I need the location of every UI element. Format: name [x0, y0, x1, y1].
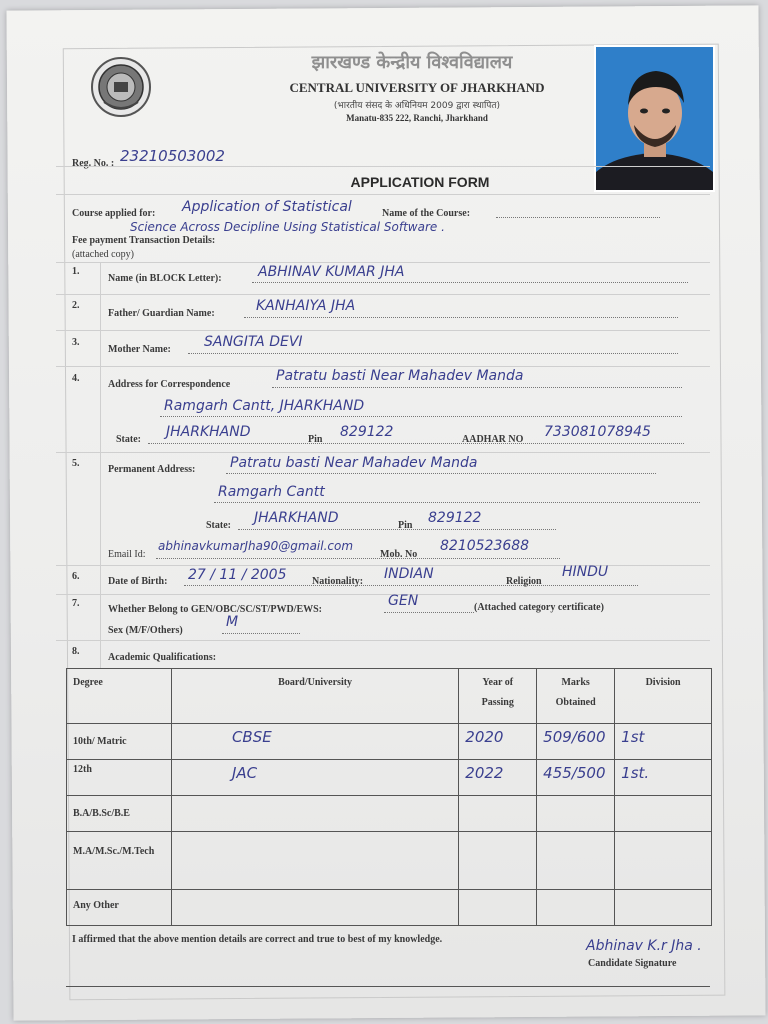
correspondence-address-line2: Ramgarh Cantt, JHARKHAND [164, 398, 365, 414]
year-cell [459, 832, 537, 890]
mobile-value: 8210523688 [440, 538, 530, 554]
marks-cell [537, 832, 615, 890]
marks-cell: 455/500 [537, 760, 615, 796]
fee-label: Fee payment Transaction Details: [72, 235, 216, 246]
underline [272, 387, 682, 388]
father-name-label: Father/ Guardian Name: [108, 308, 215, 319]
course-applied-value-line2: Science Across Decipline Using Statistical Software . [130, 220, 445, 234]
reg-no-value: 23210503002 [120, 147, 225, 165]
corr-pin-label: Pin [308, 434, 323, 445]
degree-cell: Any Other [67, 890, 172, 926]
mother-name-label: Mother Name: [108, 344, 171, 355]
category-note: (Attached category certificate) [474, 602, 604, 613]
table-header: Degree [67, 669, 172, 724]
course-applied-value-line1: Application of Statistical [182, 199, 352, 215]
rule [66, 986, 710, 987]
reg-no-label: Reg. No. : [72, 158, 115, 169]
underline [214, 502, 700, 503]
applicant-portrait-icon [596, 47, 713, 190]
rule [56, 366, 710, 367]
field-number: 3. [72, 337, 80, 348]
university-seal-icon [90, 56, 152, 118]
underline [160, 416, 682, 417]
father-name-value: KANHAIYA JHA [256, 298, 356, 314]
name-value: ABHINAV KUMAR JHA [258, 264, 405, 280]
year-cell [459, 890, 537, 926]
religion-value: HINDU [562, 564, 609, 580]
mother-name-underline [188, 353, 678, 354]
underline [148, 443, 684, 444]
university-name-hindi: झारखण्ड केन्द्रीय विश्वविद्यालय [311, 52, 513, 73]
rule [56, 294, 710, 295]
degree-cell: B.A/B.Sc/B.E [67, 796, 172, 832]
mother-name-value: SANGITA DEVI [204, 334, 303, 350]
email-value: abhinavkumarJha90@gmail.com [158, 539, 354, 553]
sex-label: Sex (M/F/Others) [108, 625, 183, 636]
board-cell: CBSE [171, 724, 458, 760]
table-header: Board/University [171, 669, 458, 724]
table-header-row [67, 669, 712, 724]
rule [56, 330, 710, 331]
marks-cell: 509/600 [537, 724, 615, 760]
year-cell: 2020 [459, 724, 537, 760]
permanent-address-line2: Ramgarh Cantt [218, 484, 325, 500]
name-label: Name (in BLOCK Letter): [108, 273, 222, 284]
form-title: APPLICATION FORM [350, 174, 490, 190]
field-number: 2. [72, 300, 80, 311]
aadhar-label: AADHAR NO [462, 434, 524, 445]
division-cell [615, 796, 712, 832]
corr-pin-value: 829122 [340, 424, 394, 440]
degree-cell: M.A/M.Sc./M.Tech [67, 832, 172, 890]
field-number: 7. [72, 598, 80, 609]
corr-state-value: JHARKHAND [166, 424, 251, 440]
nationality-label: Nationality: [312, 576, 364, 587]
table-row [67, 890, 712, 926]
permanent-address-line1: Patratu basti Near Mahadev Manda [230, 455, 478, 471]
university-address: Manatu-835 222, Ranchi, Jharkhand [346, 113, 488, 123]
dob-label: Date of Birth: [108, 576, 168, 587]
sex-value: M [226, 614, 239, 630]
father-name-underline [244, 317, 678, 318]
perm-state-value: JHARKHAND [254, 510, 339, 526]
academic-label: Academic Qualifications: [108, 652, 217, 663]
division-cell [615, 890, 712, 926]
permanent-address-label: Permanent Address: [108, 464, 196, 475]
course-name-label: Name of the Course: [382, 208, 471, 219]
rule [56, 565, 710, 566]
board-cell [171, 832, 458, 890]
rule [56, 194, 710, 195]
table-header: Marks Obtained [537, 669, 615, 724]
rule [56, 262, 710, 263]
board-cell: JAC [171, 760, 458, 796]
aadhar-value: 733081078945 [544, 424, 651, 440]
field-number: 5. [72, 458, 80, 469]
underline [226, 473, 656, 474]
year-cell [459, 796, 537, 832]
degree-cell: 10th/ Matric [67, 724, 172, 760]
table-row [67, 832, 712, 890]
correspondence-address-line1: Patratu basti Near Mahadev Manda [276, 368, 524, 384]
board-cell [171, 890, 458, 926]
table-header: Year of Passing [459, 669, 537, 724]
mobile-label: Mob. No [380, 549, 418, 560]
affirmation-text: I affirmed that the above mention details are correct and true to best of my knowledge. [72, 934, 443, 945]
rule [56, 594, 710, 595]
table-row [67, 724, 712, 760]
table-row [67, 796, 712, 832]
field-number: 4. [72, 373, 80, 384]
underline [384, 612, 474, 613]
corr-state-label: State: [116, 434, 141, 445]
marks-cell [537, 796, 615, 832]
academic-qualifications-table [66, 668, 712, 926]
rule [56, 452, 710, 453]
underline [184, 585, 638, 586]
field-number: 1. [72, 266, 80, 277]
university-name-english: CENTRAL UNIVERSITY OF JHARKHAND [289, 80, 545, 95]
rule [56, 166, 710, 167]
establishment-note: (भारतीय संसद के अधिनियम 2009 द्वारा स्थापित) [333, 101, 501, 111]
marks-cell [537, 890, 615, 926]
year-cell: 2022 [459, 760, 537, 796]
candidate-signature-label: Candidate Signature [588, 958, 677, 969]
table-header: Division [615, 669, 712, 724]
name-underline [252, 282, 688, 283]
perm-state-label: State: [206, 520, 231, 531]
fee-note: (attached copy) [72, 249, 134, 260]
rule [100, 262, 101, 668]
rule [56, 640, 710, 641]
course-applied-label: Course applied for: [72, 208, 156, 219]
field-number: 6. [72, 571, 80, 582]
email-label: Email Id: [108, 549, 146, 560]
table-row [67, 760, 712, 796]
perm-pin-value: 829122 [428, 510, 482, 526]
underline [238, 529, 556, 530]
underline [222, 633, 300, 634]
division-cell [615, 832, 712, 890]
board-cell [171, 796, 458, 832]
candidate-signature: Abhinav K.r Jha . [586, 938, 702, 954]
division-cell: 1st. [615, 760, 712, 796]
perm-pin-label: Pin [398, 520, 413, 531]
applicant-photo [594, 45, 715, 192]
religion-label: Religion [506, 576, 542, 587]
course-name-underline [496, 217, 660, 218]
category-label: Whether Belong to GEN/OBC/SC/ST/PWD/EWS: [108, 604, 323, 615]
field-number: 8. [72, 646, 80, 657]
category-value: GEN [388, 593, 419, 609]
nationality-value: INDIAN [384, 566, 434, 582]
division-cell: 1st [615, 724, 712, 760]
correspondence-address-label: Address for Correspondence [108, 379, 231, 390]
underline [156, 558, 560, 559]
degree-cell: 12th [67, 760, 172, 796]
dob-value: 27 / 11 / 2005 [188, 567, 287, 583]
